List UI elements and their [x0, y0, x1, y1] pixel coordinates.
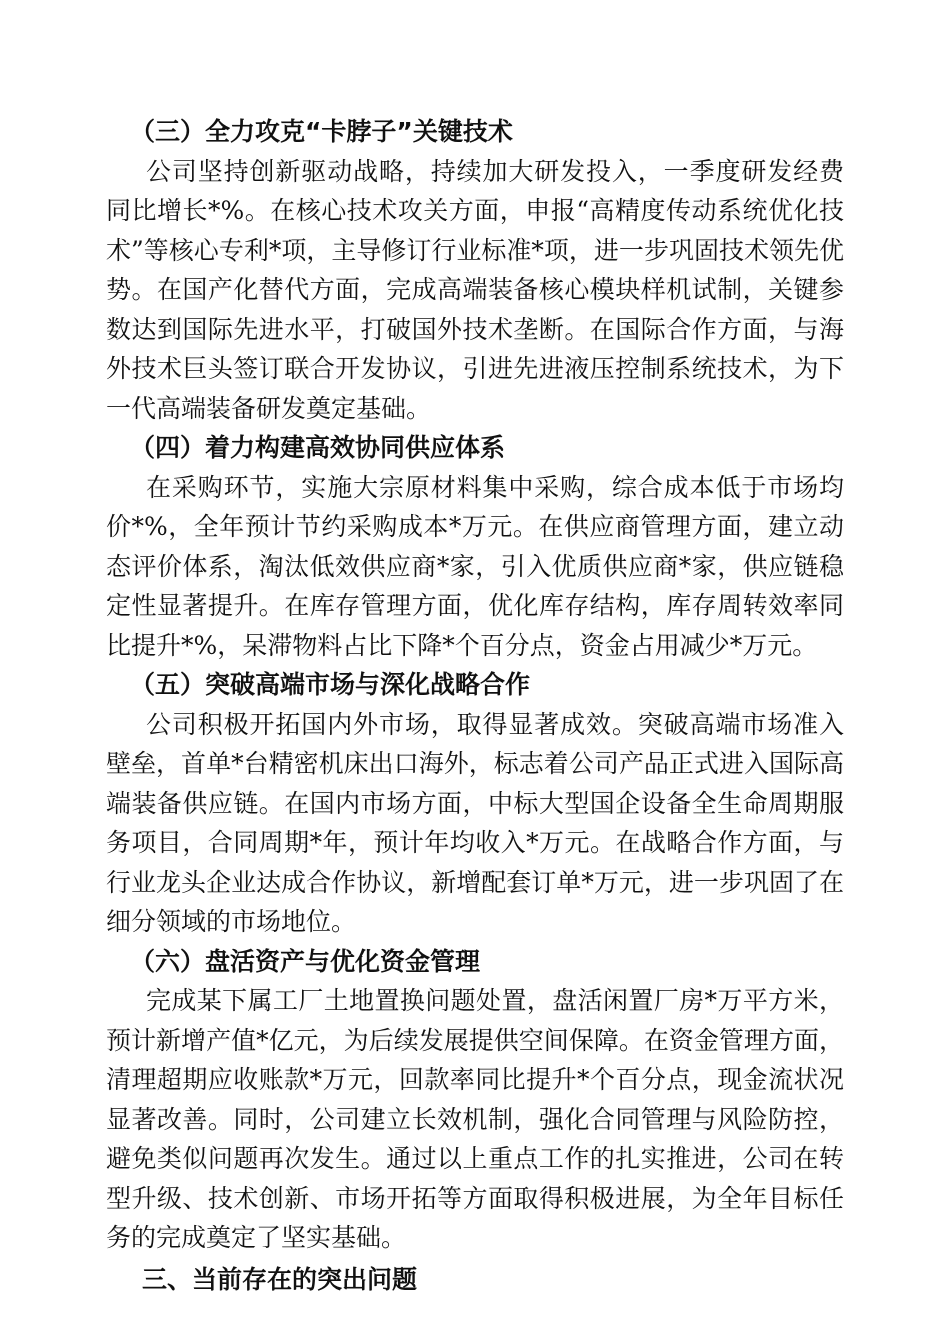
section-heading-5: （五）突破高端市场与深化战略合作	[130, 670, 531, 699]
chapter-heading-problems: 三、当前存在的突出问题	[142, 1264, 418, 1294]
document-body	[106, 112, 844, 1299]
section-paragraph-4: 在采购环节，实施大宗原材料集中采购，综合成本低于市场均价*%，全年预计节约采购成本*万元。在供应商管理方面，建立动态评价体系，淘汰低效供应商*家，引入优质供应商*家，供应链稳定性显著提升。在库存管理方面，优化库存结构，库存周转效率同比提升*%，呆滞物料占比下降*个百分点，资金占用减少*万元。	[106, 472, 844, 660]
section-heading-3: （三）全力攻克“卡脖子”关键技术	[130, 117, 513, 146]
section-paragraph-5: 公司积极开拓国内外市场，取得显著成效。突破高端市场准入壁垒，首单*台精密机床出口海外，标志着公司产品正式进入国际高端装备供应链。在国内市场方面，中标大型国企设备全生命周期服务项目，合同周期*年，预计年均收入*万元。在战略合作方面，与行业龙头企业达成合作协议，新增配套订单*万元，进一步巩固了在细分领域的市场地位。	[106, 709, 844, 936]
section-paragraph-3: 公司坚持创新驱动战略，持续加大研发投入，一季度研发经费同比增长*%。在核心技术攻关方面，申报“高精度传动系统优化技术”等核心专利*项，主导修订行业标准*项，进一步巩固技术领先优势。在国产化替代方面，完成高端装备核心模块样机试制，关键参数达到国际先进水平，打破国外技术垄断。在国际合作方面，与海外技术巨头签订联合开发协议，引进先进液压控制系统技术，为下一代高端装备研发奠定基础。	[106, 156, 844, 423]
section-paragraph-6: 完成某下属工厂土地置换问题处置，盘活闲置厂房*万平方米，预计新增产值*亿元，为后续发展提供空间保障。在资金管理方面，清理超期应收账款*万元，回款率同比提升*个百分点，现金流状况显著改善。同时，公司建立长效机制，强化合同管理与风险防控，避免类似问题再次发生。通过以上重点工作的扎实推进，公司在转型升级、技术创新、市场开拓等方面取得积极进展，为全年目标任务的完成奠定了坚实基础。	[106, 986, 844, 1252]
section-heading-4: （四）着力构建高效协同供应体系	[130, 433, 506, 462]
section-heading-6: （六）盘活资产与优化资金管理	[130, 946, 481, 976]
